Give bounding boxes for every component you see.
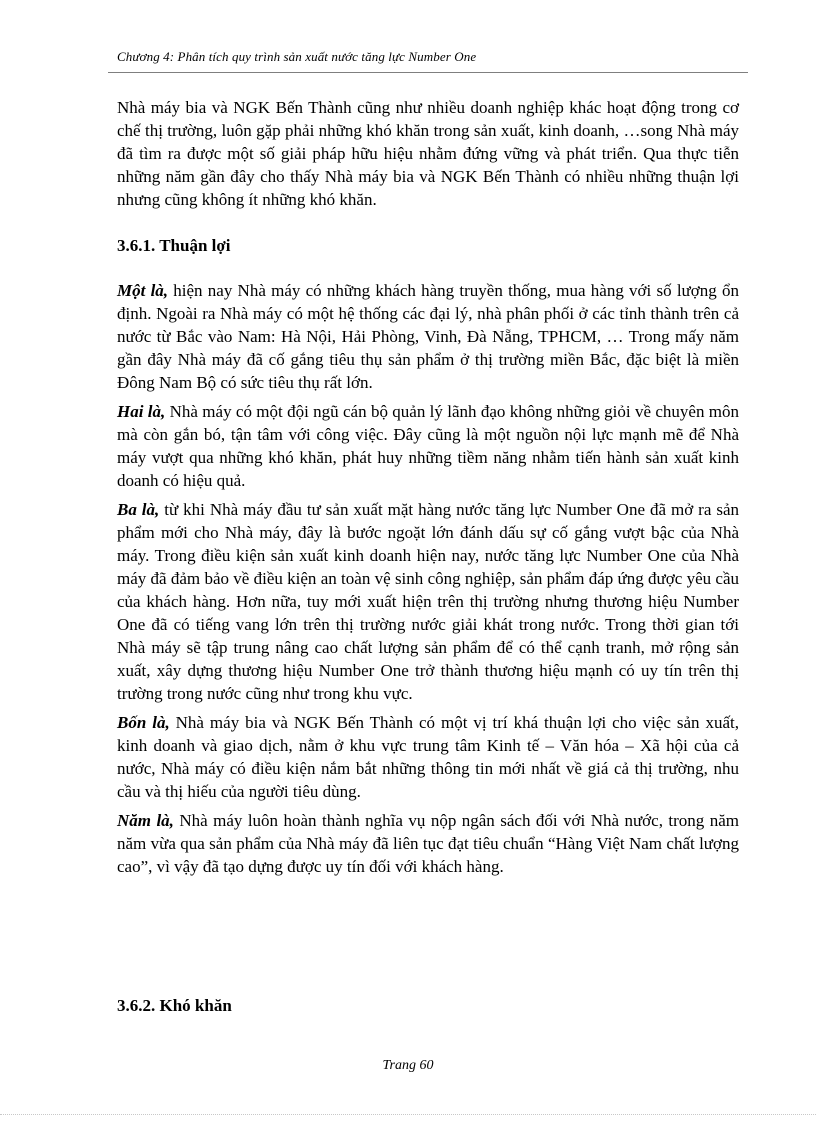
advantage-paragraph-5 bbox=[117, 809, 739, 878]
advantage-lead-5: Năm là, bbox=[117, 811, 174, 830]
page-bottom-edge bbox=[0, 1114, 816, 1115]
advantage-paragraph-3 bbox=[117, 498, 739, 705]
page-number: Trang 60 bbox=[382, 1058, 434, 1073]
advantage-paragraph-2 bbox=[117, 400, 739, 492]
advantage-lead-4: Bốn là, bbox=[117, 713, 170, 732]
advantage-text-5: Nhà máy luôn hoàn thành nghĩa vụ nộp ngân sách đối với Nhà nước, trong năm năm vừa qua sản phẩm của Nhà máy đã liên tục đạt tiêu chuẩn “Hàng Việt Nam chất lượng cao”, vì vậy đã tạo dựng được uy tín đối với khách hàng. bbox=[117, 811, 739, 876]
page-body bbox=[117, 96, 739, 878]
advantage-text-1: hiện nay Nhà máy có những khách hàng truyền thống, mua hàng với số lượng ổn định. Ngoài ra Nhà máy có một hệ thống các đại lý, nhà phân phối ở các tỉnh thành trên cả nước từ Bắc vào Nam: Hà Nội, Hải Phòng, Vinh, Đà Nẵng, TPHCM, … Trong mấy năm gần đây Nhà máy đã cố gắng tiêu thụ sản phẩm ở thị trường miền Bắc, đặc biệt là miền Đông Nam Bộ có sức tiêu thụ rất lớn. bbox=[117, 281, 739, 392]
advantage-paragraph-4 bbox=[117, 711, 739, 803]
advantage-lead-3: Ba là, bbox=[117, 500, 160, 519]
advantage-paragraph-1 bbox=[117, 279, 739, 394]
advantage-text-2: Nhà máy có một đội ngũ cán bộ quản lý lãnh đạo không những giỏi về chuyên môn mà còn gắn bó, tận tâm với công việc. Đây cũng là một nguồn nội lực mạnh mẽ để Nhà máy vượt qua những khó khăn, phát huy những tiềm năng nhằm tiến hành sản xuất kinh doanh có hiệu quả. bbox=[117, 402, 740, 490]
running-header: Chương 4: Phân tích quy trình sản xuất nước tăng lực Number One bbox=[117, 49, 477, 64]
section-heading-difficulties: 3.6.2. Khó khăn bbox=[117, 996, 232, 1015]
section-heading-advantages: 3.6.1. Thuận lợi bbox=[117, 236, 231, 255]
advantage-text-3: từ khi Nhà máy đầu tư sản xuất mặt hàng nước tăng lực Number One đã mở ra sản phẩm mới cho Nhà máy, đây là bước ngoặt lớn đánh dấu sự cố gắng vượt bậc của Nhà máy. Trong điều kiện sản xuất kinh doanh hiện nay, nước tăng lực Number One của Nhà máy đã đảm bảo về điều kiện an toàn vệ sinh công nghiệp, sản phẩm đáp ứng được yêu cầu của khách hàng. Hơn nữa, tuy mới xuất hiện trên thị trường nhưng thương hiệu Number One đã có tiếng vang lớn trên thị trường nước giải khát trong nước. Trong thời gian tới Nhà máy sẽ tập trung nâng cao chất lượng sản phẩm để có thể cạnh tranh, mở rộng sản xuất, xây dựng thương hiệu Number One trở thành thương hiệu mạnh có uy tín trên thị trường trong nước cũng như trong khu vực. bbox=[117, 500, 739, 703]
advantage-lead-2: Hai là, bbox=[117, 402, 166, 421]
intro-paragraph: Nhà máy bia và NGK Bến Thành cũng như nhiều doanh nghiệp khác hoạt động trong cơ chế thị trường, luôn gặp phải những khó khăn trong sản xuất, kinh doanh, …song Nhà máy đã tìm ra được một số giải pháp hữu hiệu nhằm đứng vững và phát triển. Qua thực tiễn những năm gần đây cho thấy Nhà máy bia và NGK Bến Thành có nhiều những thuận lợi nhưng cũng không ít những khó khăn. bbox=[117, 98, 739, 209]
advantage-lead-1: Một là, bbox=[117, 281, 169, 300]
header-rule bbox=[108, 72, 748, 73]
advantage-text-4: Nhà máy bia và NGK Bến Thành có một vị trí khá thuận lợi cho việc sản xuất, kinh doanh và giao dịch, nằm ở khu vực trung tâm Kinh tế – Văn hóa – Xã hội của cả nước, Nhà máy có điều kiện nắm bắt những thông tin mới nhất về giá cả thị trường, nhu cầu và thị hiếu của người tiêu dùng. bbox=[117, 713, 739, 801]
